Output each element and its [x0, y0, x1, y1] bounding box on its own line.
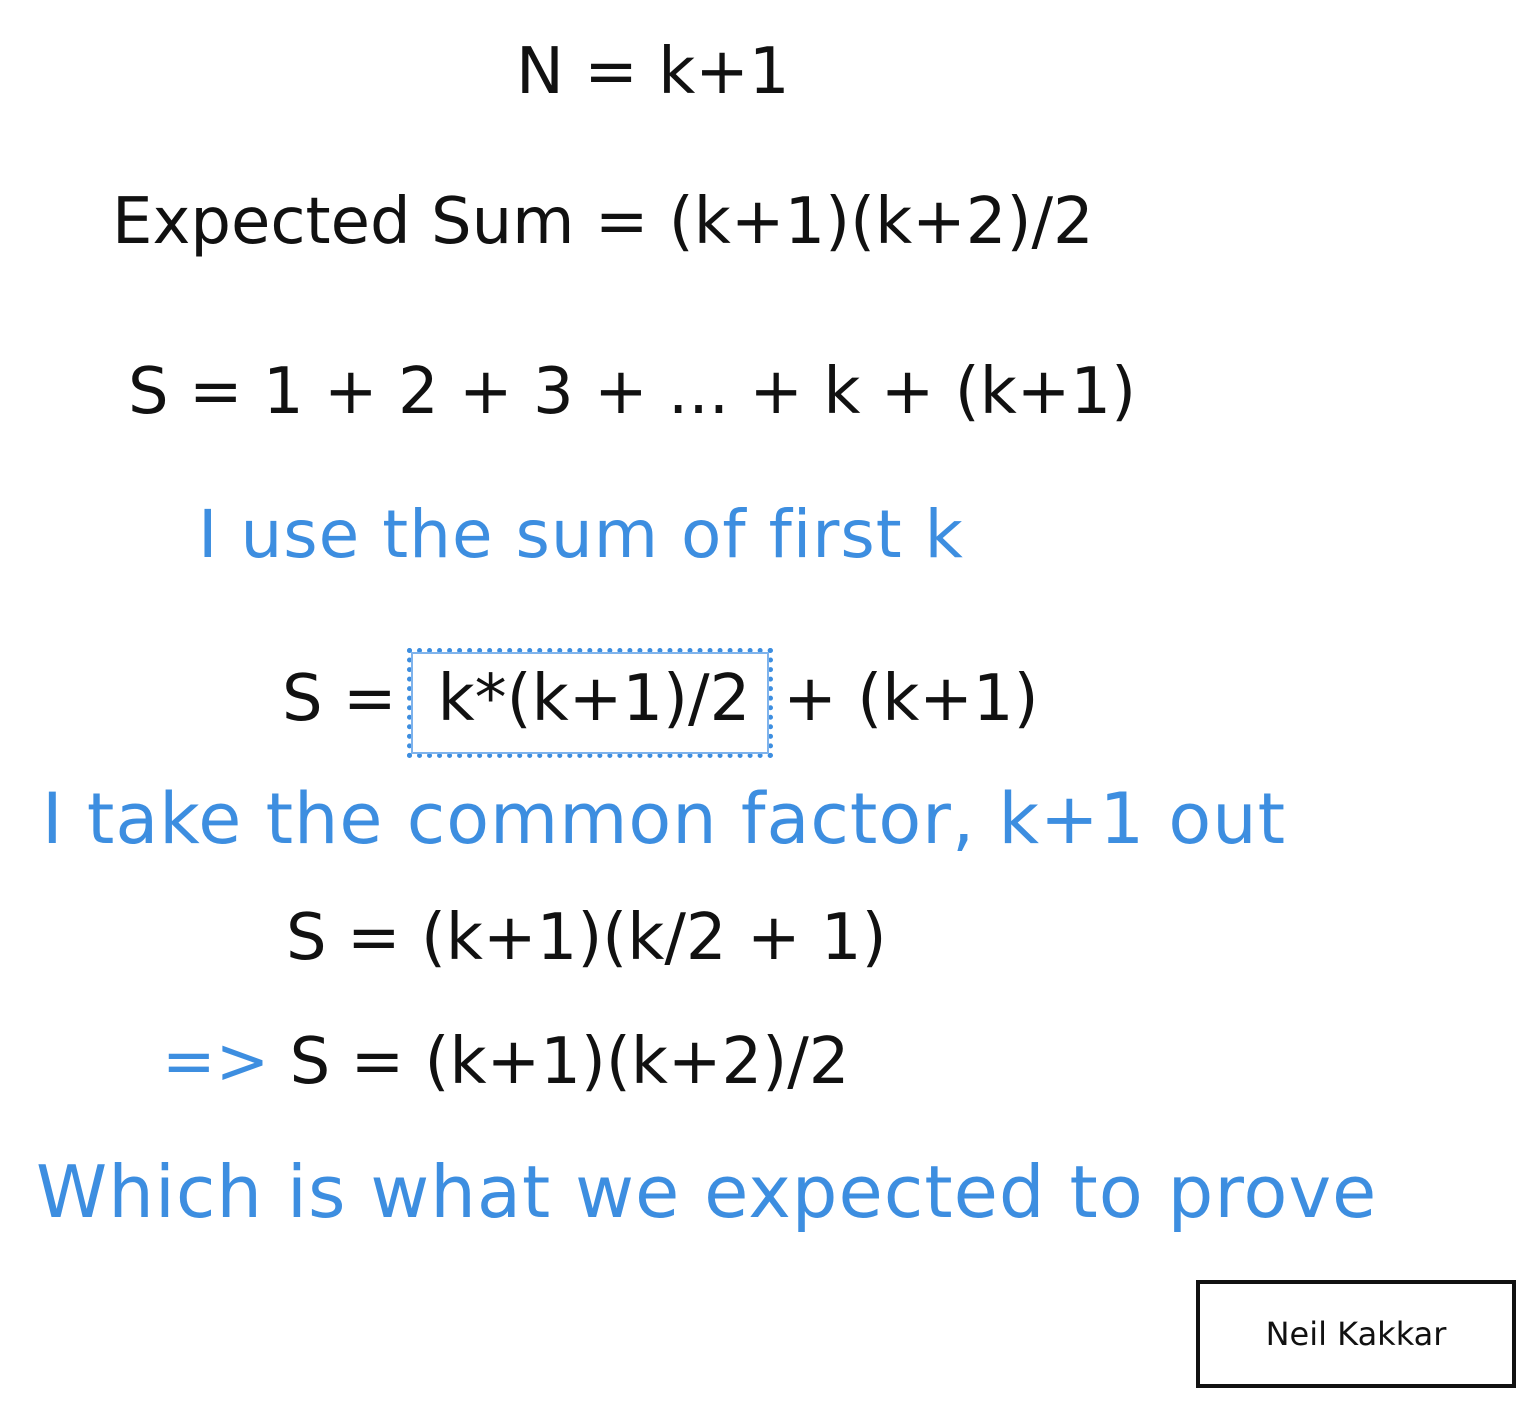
series-expansion: S = 1 + 2 + 3 + ... + k + (k+1)	[128, 355, 1137, 429]
implies-arrow: =>	[162, 1025, 270, 1099]
conclusion-note: Which is what we expected to prove	[36, 1150, 1378, 1234]
s-suffix: + (k+1)	[783, 662, 1039, 736]
author-signature: Neil Kakkar	[1265, 1315, 1447, 1353]
substitution-line	[282, 648, 1039, 758]
expected-sum-formula: Expected Sum = (k+1)(k+2)/2	[112, 185, 1094, 259]
n-definition: N = k+1	[516, 35, 790, 109]
note-sum-first-k: I use the sum of first k	[198, 496, 964, 573]
note-common-factor: I take the common factor, k+1 out	[42, 778, 1287, 860]
result-line	[162, 1025, 850, 1099]
s-prefix: S =	[282, 662, 397, 736]
boxed-term: k*(k+1)/2	[437, 662, 751, 736]
highlighted-sum-box	[407, 648, 774, 758]
author-signature-box	[1196, 1280, 1516, 1388]
factored-expression: S = (k+1)(k/2 + 1)	[286, 901, 887, 975]
result-expression: S = (k+1)(k+2)/2	[289, 1025, 850, 1099]
